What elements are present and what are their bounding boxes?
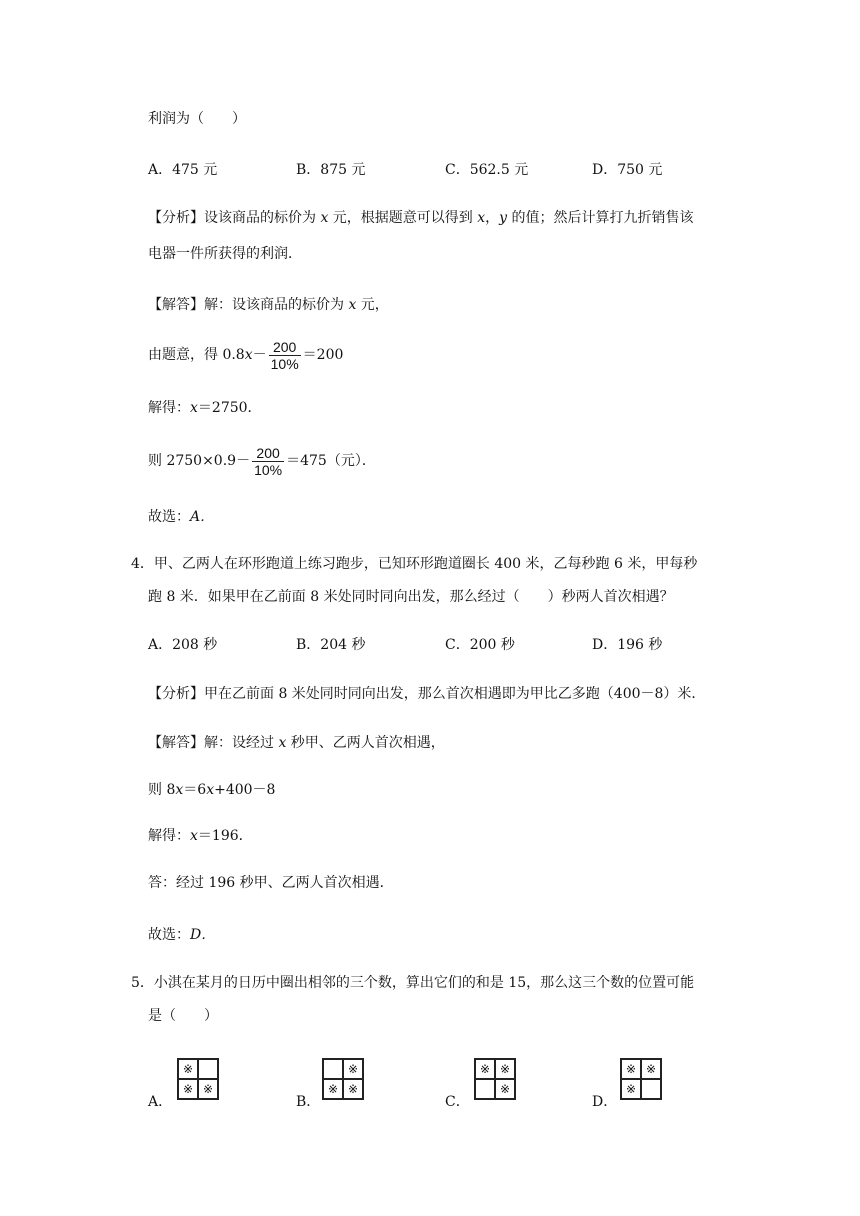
p3-option-c: C．562.5 元 xyxy=(445,162,529,178)
p5-option-a-label: A． xyxy=(148,1094,173,1110)
p5-stem-line1: 5．小淇在某月的日历中圈出相邻的三个数，算出它们的和是 15，那么这三个数的位置可能 xyxy=(131,975,695,991)
calendar-grid-b xyxy=(322,1058,364,1100)
grid-cell xyxy=(323,1059,343,1079)
p5-option-b-label: B． xyxy=(296,1094,321,1110)
p3-calculation: 则 2750×0.9－ $\frac{200}{10\%}$ ＝475（元）． xyxy=(148,444,376,478)
p3-solution: 解得：x＝2750． xyxy=(148,400,262,416)
p4-stem-line1: 4．甲、乙两人在环形跑道上练习跑步，已知环形跑道圈长 400 米，乙每秒跑 6 米，甲每秒 xyxy=(131,556,698,572)
p4-solution: 解得：x＝196． xyxy=(148,828,253,844)
p4-reply: 答：经过 196 秒甲、乙两人首次相遇． xyxy=(148,875,394,891)
grid-cell: ※ xyxy=(198,1079,218,1099)
p4-answer-line1: 【解答】解：设经过 x 秒甲、乙两人首次相遇， xyxy=(148,735,445,751)
p4-equation: 则 8x＝6x+400－8 xyxy=(148,782,276,798)
grid-cell: ※ xyxy=(343,1059,363,1079)
p3-answer-line1: 【解答】解：设该商品的标价为 x 元， xyxy=(148,297,389,313)
p4-option-b: B．204 秒 xyxy=(296,637,366,653)
p5-option-d-label: D． xyxy=(592,1094,618,1110)
analysis-tag: 【分析】 xyxy=(148,686,204,702)
p3-equation: 由题意，得 0.8x－ $\frac{200}{10\%}$ ＝200 xyxy=(148,338,344,372)
p4-analysis: 【分析】甲在乙前面 8 米处同时同向出发，那么首次相遇即为甲比乙多跑（400－8）米． xyxy=(148,686,706,702)
answer-tag: 【解答】 xyxy=(148,297,204,313)
grid-cell: ※ xyxy=(475,1059,495,1079)
p4-stem-line2: 跑 8 米．如果甲在乙前面 8 米处同时同向出发，那么经过（ ）秒两人首次相遇？ xyxy=(148,589,674,605)
grid-cell: ※ xyxy=(495,1059,515,1079)
grid-cell: ※ xyxy=(641,1059,661,1079)
answer-tag: 【解答】 xyxy=(148,735,204,751)
grid-cell xyxy=(641,1079,661,1099)
grid-cell: ※ xyxy=(178,1059,198,1079)
p3-analysis-line1: 【分析】设该商品的标价为 x 元，根据题意可以得到 x，y 的值；然后计算打九折销售该 xyxy=(148,210,694,226)
calendar-grid-a xyxy=(177,1058,219,1100)
grid-cell: ※ xyxy=(323,1079,343,1099)
fraction: $\frac{200}{10\%}$ xyxy=(270,338,299,372)
calendar-grid-d xyxy=(620,1058,662,1100)
p4-option-d: D．196 秒 xyxy=(592,637,663,653)
p3-option-b: B．875 元 xyxy=(296,162,366,178)
p3-choice: 故选：A． xyxy=(148,509,215,525)
grid-cell xyxy=(198,1059,218,1079)
p3-stem-tail: 利润为（ ） xyxy=(148,111,246,127)
p4-option-a: A．208 秒 xyxy=(148,637,218,653)
p5-option-c-label: C． xyxy=(445,1094,470,1110)
p4-option-c: C．200 秒 xyxy=(445,637,515,653)
p3-option-d: D．750 元 xyxy=(592,162,663,178)
grid-cell: ※ xyxy=(178,1079,198,1099)
p4-choice: 故选：D． xyxy=(148,927,216,943)
calendar-grid-c xyxy=(474,1058,516,1100)
grid-cell: ※ xyxy=(495,1079,515,1099)
p5-stem-line2: 是（ ） xyxy=(148,1008,218,1024)
grid-cell: ※ xyxy=(621,1059,641,1079)
p3-analysis-line2: 电器一件所获得的利润． xyxy=(148,246,302,262)
grid-cell: ※ xyxy=(621,1079,641,1099)
fraction: $\frac{200}{10\%}$ xyxy=(254,444,283,478)
analysis-tag: 【分析】 xyxy=(148,210,204,226)
p3-option-a: A．475 元 xyxy=(148,162,218,178)
grid-cell: ※ xyxy=(343,1079,363,1099)
grid-cell xyxy=(475,1079,495,1099)
